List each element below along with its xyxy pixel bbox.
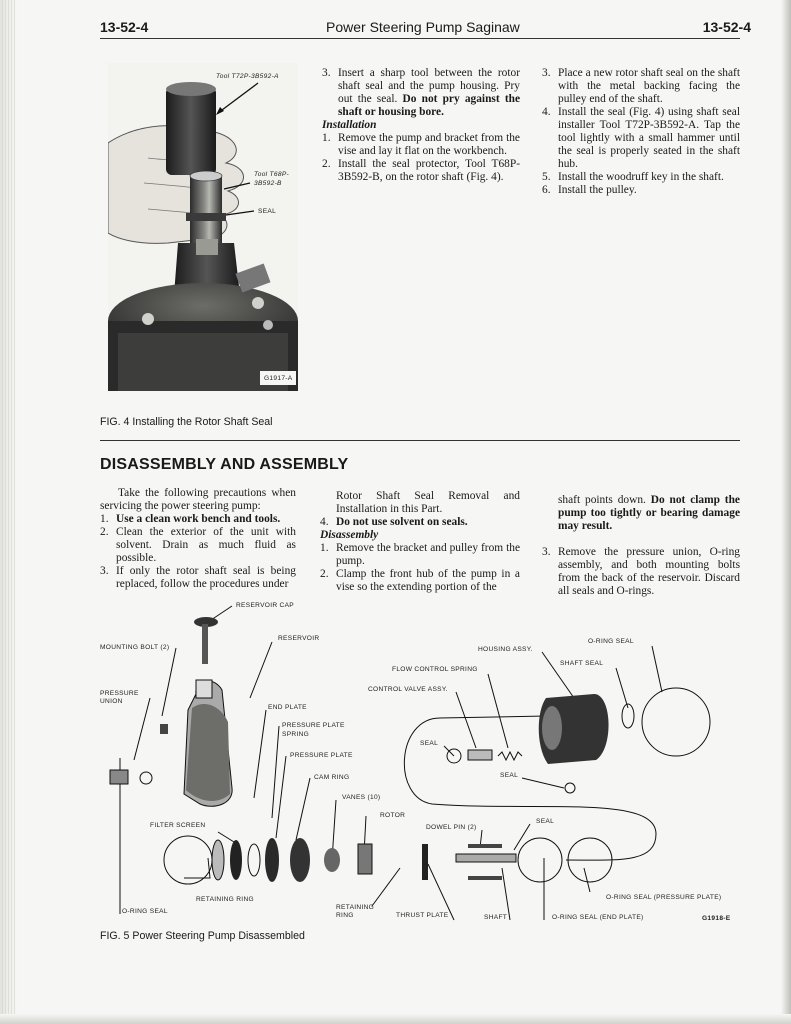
label-pressure-plate-spring-line2: SPRING bbox=[282, 731, 310, 738]
label-oring-seal: O-RING SEAL bbox=[122, 908, 168, 915]
label-shaft: SHAFT bbox=[484, 914, 508, 921]
label-pressure-union-line1: PRESSURE bbox=[100, 690, 139, 697]
list-item: 3. If only the rotor shaft seal is being replaced, follow the procedures under bbox=[100, 565, 296, 590]
header-rule bbox=[100, 38, 740, 39]
label-reservoir-cap: RESERVOIR CAP bbox=[236, 602, 295, 609]
label-thrust-plate: THRUST PLATE bbox=[396, 912, 449, 919]
top-column-2 bbox=[322, 67, 520, 184]
page-number-left: 13-52-4 bbox=[100, 19, 149, 35]
label-pressure-plate: PRESSURE PLATE bbox=[290, 752, 353, 759]
label-end-plate: END PLATE bbox=[268, 704, 307, 711]
label-seal-a: SEAL bbox=[420, 740, 439, 747]
list-item: 1. Remove the bracket and pulley from the pump. bbox=[320, 542, 520, 567]
label-pressure-plate-spring-line1: PRESSURE PLATE bbox=[282, 722, 345, 729]
label-reservoir: RESERVOIR bbox=[278, 635, 320, 642]
label-seal-b: SEAL bbox=[500, 772, 519, 779]
label-oring-end-plate: O-RING SEAL (END PLATE) bbox=[552, 914, 644, 921]
label-flow-control-spring: FLOW CONTROL SPRING bbox=[392, 666, 478, 673]
label-retaining-ring2-line2: RING bbox=[336, 912, 354, 919]
list-item: 1. Remove the pump and bracket from the vise and lay it flat on the workbench. bbox=[322, 132, 520, 157]
label-housing-assy: HOUSING ASSY. bbox=[478, 646, 533, 653]
list-item: 5. Install the woodruff key in the shaft. bbox=[542, 171, 724, 183]
label-dowel-pin: DOWEL PIN (2) bbox=[426, 824, 477, 831]
list-item: 4. Do not use solvent on seals. bbox=[320, 516, 468, 528]
page-edge-right bbox=[781, 0, 791, 1024]
top-column-3 bbox=[542, 67, 740, 197]
label-rotor: ROTOR bbox=[380, 812, 406, 819]
label-control-valve-assy: CONTROL VALVE ASSY. bbox=[368, 686, 448, 693]
label-filter-screen: FILTER SCREEN bbox=[150, 822, 206, 829]
subheading-disassembly: Disassembly bbox=[320, 529, 379, 541]
list-item: 3. Remove the pressure union, O-ring assembly, and both mounting bolts from the back of the reservoir. Discard all seals and O-rings. bbox=[542, 546, 740, 597]
fig4-caption: FIG. 4 Installing the Rotor Shaft Seal bbox=[100, 416, 273, 428]
list-item: 2. Clean the exterior of the unit with solvent. Drain as much fluid as possible. bbox=[100, 526, 296, 564]
fig5-illustration bbox=[96, 598, 756, 938]
fig4-label-tool2-line1: Tool T68P- bbox=[254, 171, 290, 178]
list-item: 3. Insert a sharp tool between the rotor shaft seal and the pump housing. Pry out the seal. Do not pry against the shaft or housing bore. bbox=[322, 67, 520, 118]
list-item: 3. Place a new rotor shaft seal on the shaft with the metal backing facing the pulley end of the shaft. bbox=[542, 67, 740, 105]
list-item: 6. Install the pulley. bbox=[542, 184, 637, 196]
bottom-column-1 bbox=[100, 487, 296, 591]
page-title: Power Steering Pump Saginaw bbox=[326, 19, 520, 35]
fig4-label-seal: SEAL bbox=[258, 208, 277, 215]
list-item: 2. Clamp the front hub of the pump in a vise so the extending portion of the bbox=[320, 568, 520, 593]
label-retaining-ring: RETAINING RING bbox=[196, 896, 254, 903]
label-cam-ring: CAM RING bbox=[314, 774, 350, 781]
intro-paragraph: Take the following precautions when servicing the power steering pump: bbox=[100, 487, 296, 512]
section-rule bbox=[100, 440, 740, 441]
label-seal-right: SEAL bbox=[536, 818, 555, 825]
list-item: 2. Install the seal protector, Tool T68P-3B592-B, on the rotor shaft (Fig. 4). bbox=[322, 158, 520, 183]
page-binding bbox=[0, 0, 18, 1024]
bottom-column-2: Rotor Shaft Seal Removal and Installation in this Part. 4. Do not use solvent on seals. Disassembly 1. Remove the bracket and pulley from the pump. 2. Clamp the front hub of the pump in a vise so the extending portion of the bbox=[320, 490, 520, 593]
fig4-label-tool2-line2: 3B592-B bbox=[254, 180, 282, 187]
page-edge-bottom bbox=[0, 1014, 791, 1024]
label-oring-seal-top: O-RING SEAL bbox=[588, 638, 634, 645]
label-pressure-union-line2: UNION bbox=[100, 698, 123, 705]
list-item: 4. Install the seal (Fig. 4) using shaft seal installer Tool T72P-3B592-A. Tap the tool lightly with a small hammer until the seal is properly seated in the shaft hub. bbox=[542, 106, 740, 170]
list-item: 1. Use a clean work bench and tools. bbox=[100, 513, 281, 525]
fig4-figure-id: G1917-A bbox=[264, 375, 293, 382]
page-number-right: 13-52-4 bbox=[702, 19, 751, 35]
label-shaft-seal: SHAFT SEAL bbox=[560, 660, 604, 667]
fig4-illustration bbox=[108, 63, 298, 391]
fig4-photo bbox=[108, 63, 298, 391]
label-oring-pressure-plate: O-RING SEAL (PRESSURE PLATE) bbox=[606, 894, 722, 901]
label-retaining-ring2-line1: RETAINING bbox=[336, 904, 375, 911]
fig5-figure-id: G1918-E bbox=[702, 915, 731, 922]
fig4-label-tool1: Tool T72P-3B592-A bbox=[216, 73, 279, 80]
subheading-installation: Installation bbox=[322, 119, 377, 131]
label-mounting-bolt: MOUNTING BOLT (2) bbox=[100, 644, 170, 651]
fig5-caption: FIG. 5 Power Steering Pump Disassembled bbox=[100, 930, 305, 942]
label-vanes: VANES (10) bbox=[342, 794, 381, 801]
fig5-diagram bbox=[96, 598, 756, 938]
section-title: DISASSEMBLY AND ASSEMBLY bbox=[100, 456, 349, 473]
bottom-column-3: shaft points down. Do not clamp the pump too tightly or bearing damage may result. 3. Remove the pressure union, O-ring assembly, and both mounting bolts from the back of the reservoir. Discard all seals and O-rings. bbox=[542, 494, 740, 597]
